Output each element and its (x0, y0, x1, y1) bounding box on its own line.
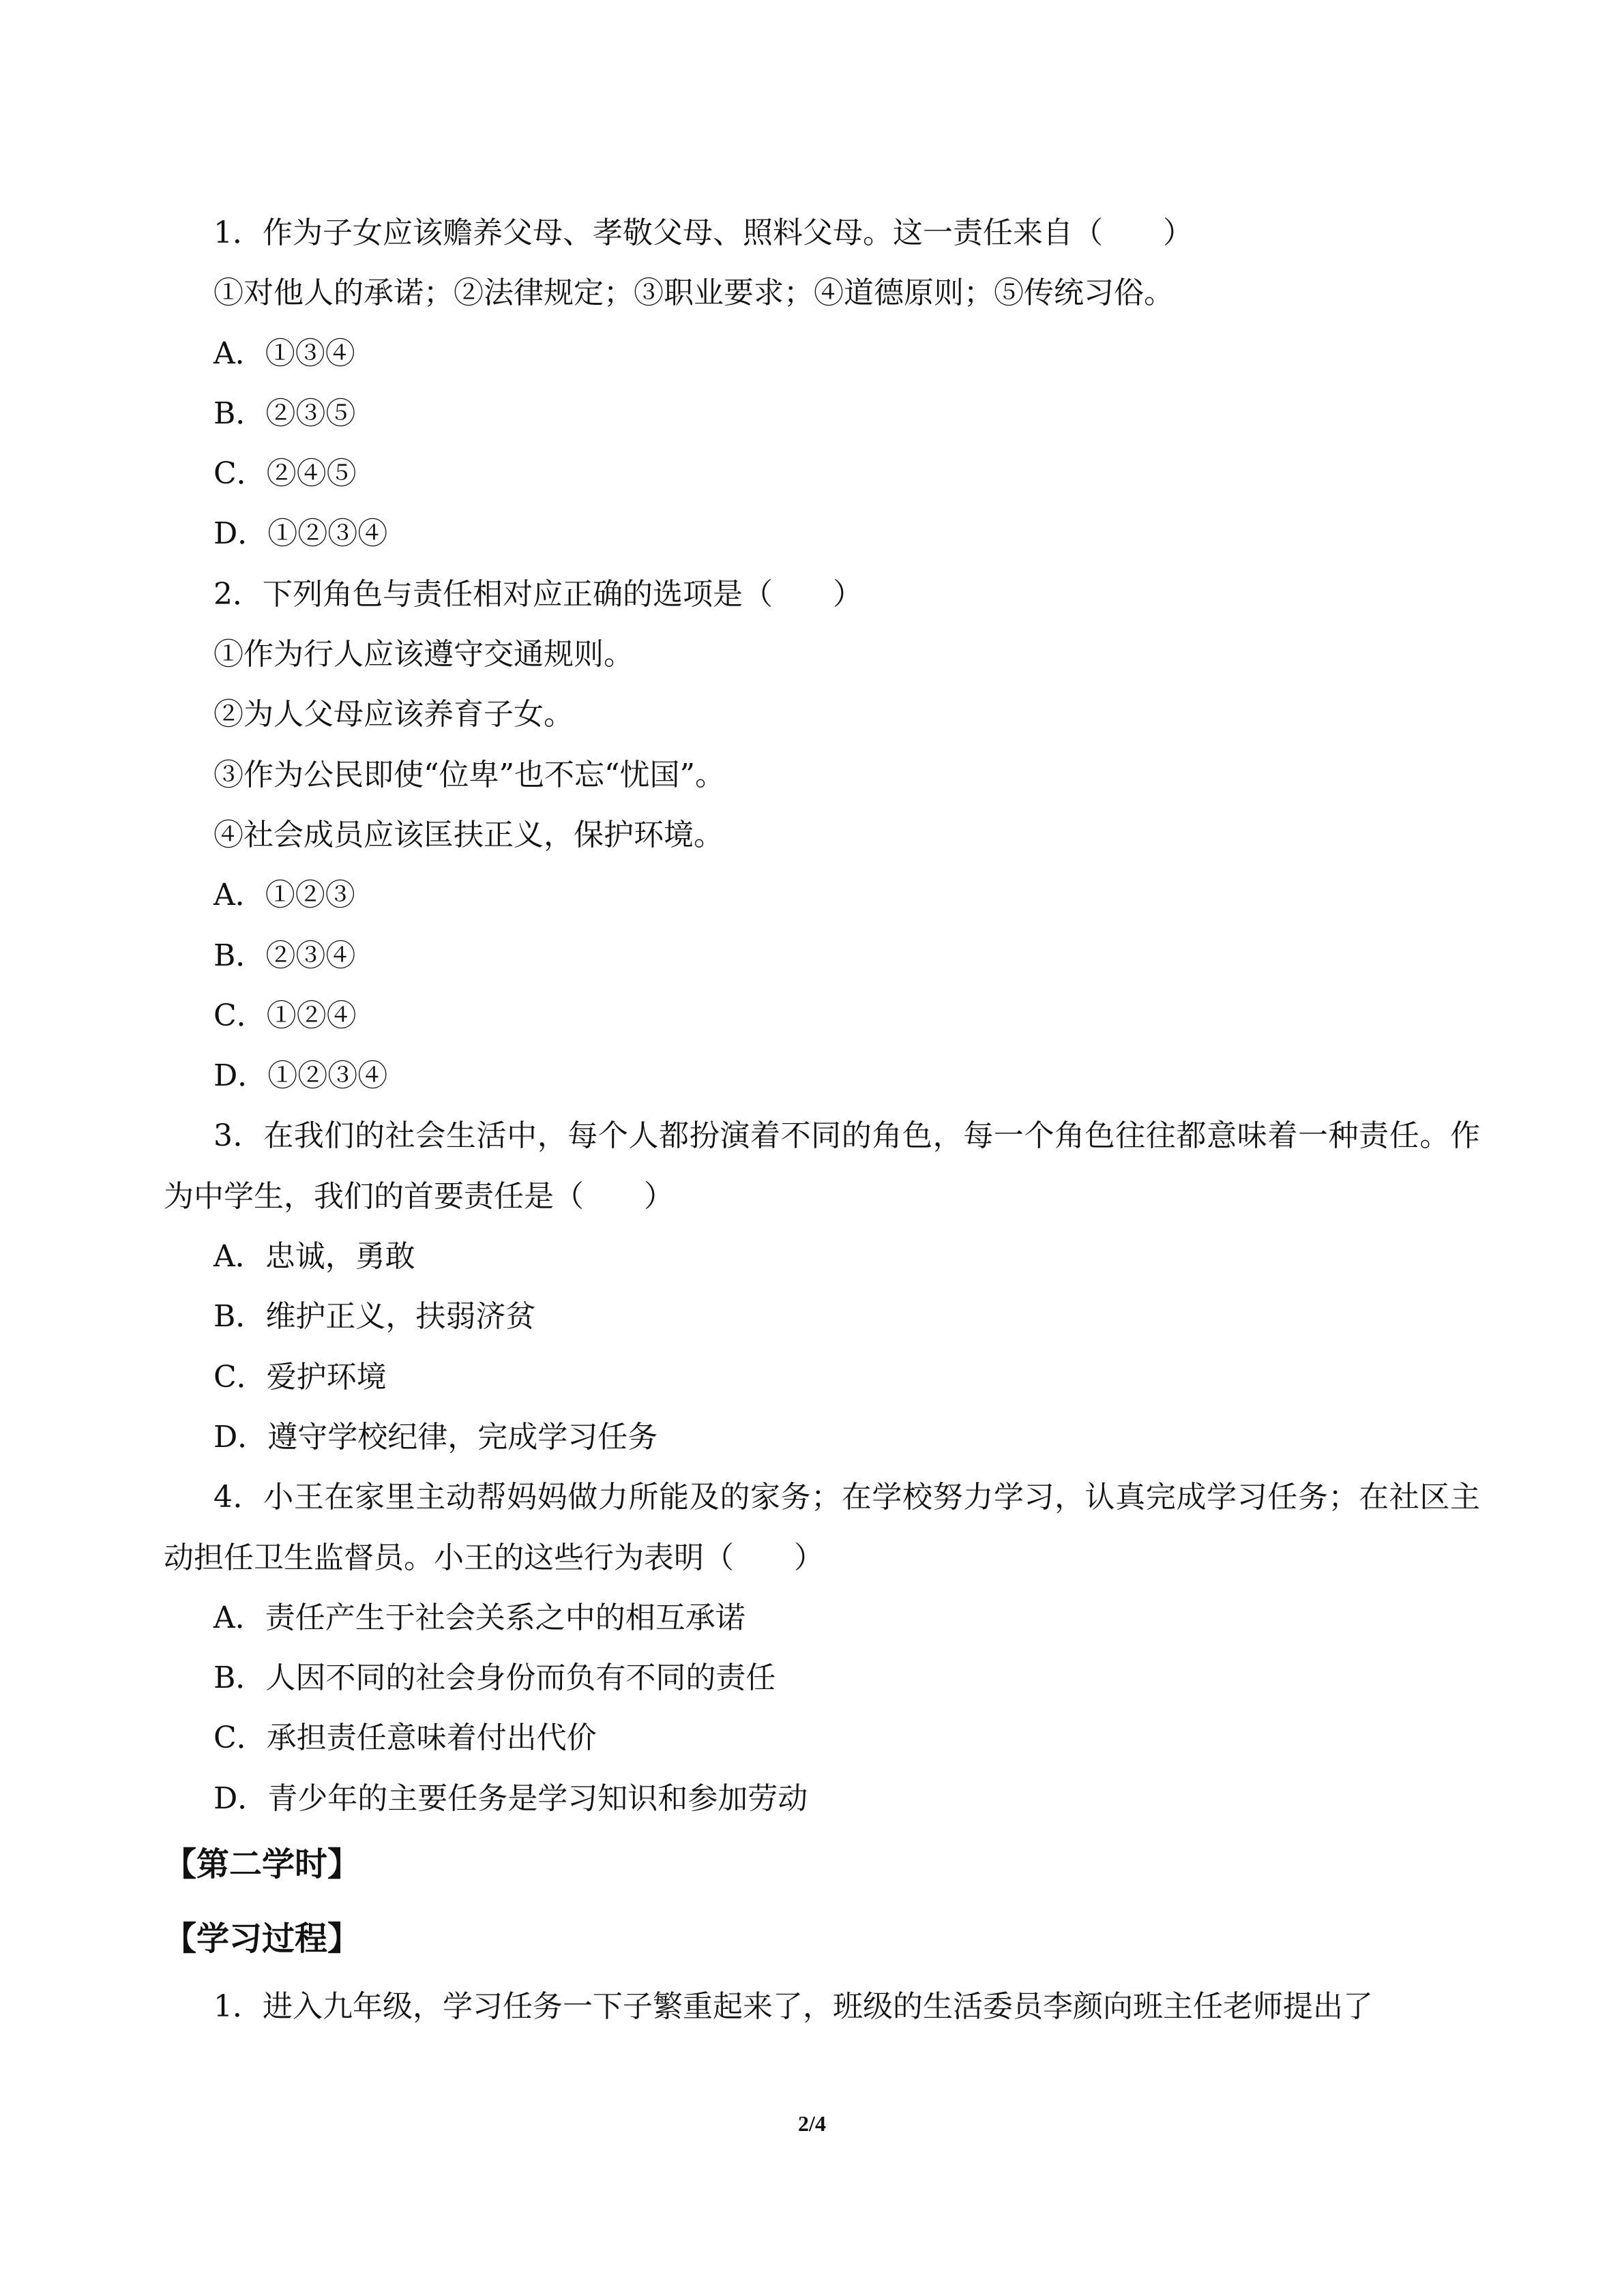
question-1-item-1: ①对他人的承诺；②法律规定；③职业要求；④道德原则；⑤传统习俗。 (213, 275, 1174, 311)
page-number: 2/4 (798, 2111, 826, 2136)
question-1-option-d: D．①②③④ (213, 516, 388, 552)
question-4-option-b: B．人因不同的社会身份而负有不同的责任 (213, 1660, 776, 1696)
question-2-item-4: ④社会成员应该匡扶正义，保护环境。 (213, 817, 724, 852)
question-1-stem: 1．作为子女应该赡养父母、孝敬父母、照料父母。这一责任来自（ ） (213, 215, 1193, 250)
process-item-1: 1．进入九年级，学习任务一下子繁重起来了，班级的生活委员李颜向班主任老师提出了 (213, 1989, 1373, 2025)
question-2-item-2: ②为人父母应该养育子女。 (213, 697, 574, 732)
section-heading: 【第二学时】 (164, 1845, 361, 1884)
question-1-option-b: B．②③⑤ (213, 396, 356, 431)
process-heading: 【学习过程】 (164, 1920, 361, 1958)
question-3-option-a: A．忠诚，勇敢 (213, 1239, 415, 1274)
question-3-option-b: B．维护正义，扶弱济贫 (213, 1299, 536, 1335)
question-2-item-1: ①作为行人应该遵守交通规则。 (213, 637, 634, 672)
question-3-option-c: C．爱护环境 (213, 1359, 387, 1395)
question-4-stem: 4．小王在家里主动帮妈妈做力所能及的家务；在学校努力学习，认真完成学习任务；在社区主动担任卫生监督员。小王的这些行为表明（ ） (164, 1480, 1480, 1575)
question-4-option-c: C．承担责任意味着付出代价 (213, 1720, 597, 1756)
page-content (164, 203, 1480, 2037)
question-3-option-d: D．遵守学校纪律，完成学习任务 (213, 1419, 658, 1455)
question-3-stem: 3．在我们的社会生活中，每个人都扮演着不同的角色，每一个角色往往都意味着一种责任。作为中学生，我们的首要责任是（ ） (164, 1118, 1480, 1214)
question-2-option-d: D．①②③④ (213, 1058, 388, 1094)
question-2-stem: 2．下列角色与责任相对应正确的选项是（ ） (213, 576, 863, 612)
question-1-option-a: A．①③④ (213, 336, 355, 371)
question-2-option-c: C．①②④ (213, 998, 357, 1033)
question-4-option-a: A．责任产生于社会关系之中的相互承诺 (213, 1600, 745, 1635)
question-1-option-c: C．②④⑤ (213, 456, 357, 492)
question-2-option-a: A．①②③ (213, 878, 355, 913)
question-2-option-b: B．②③④ (213, 938, 356, 973)
question-4-option-d: D．青少年的主要任务是学习知识和参加劳动 (213, 1780, 808, 1816)
question-2-item-3: ③作为公民即使“位卑”也不忘“忧国”。 (213, 757, 725, 792)
